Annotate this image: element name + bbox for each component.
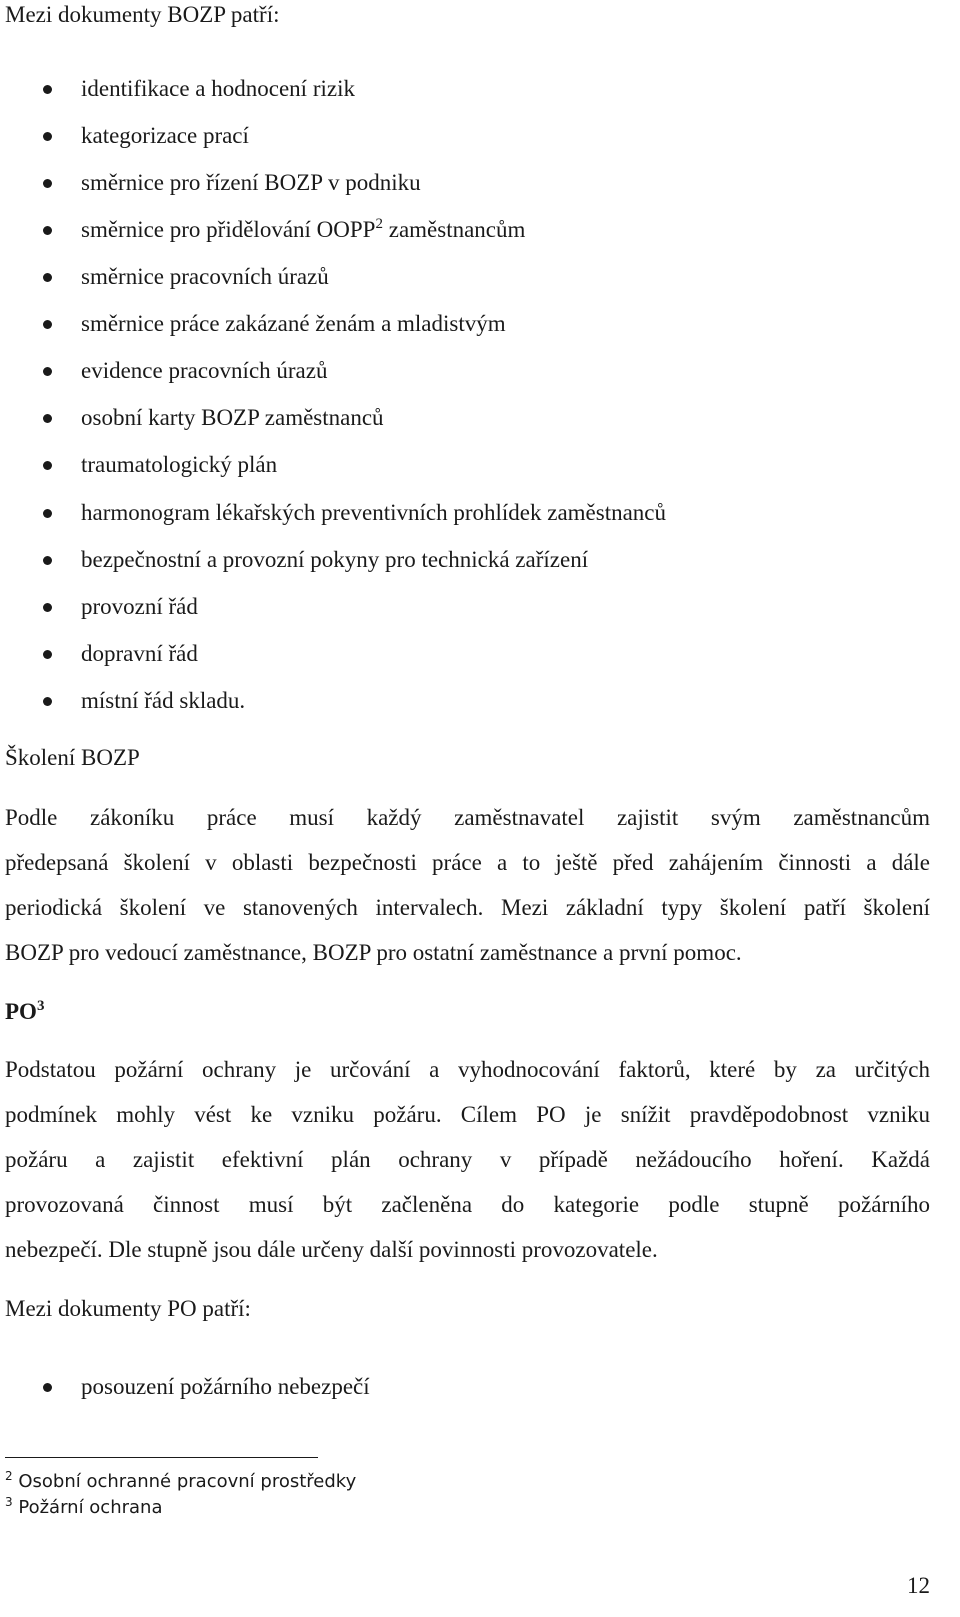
bullet-icon — [43, 367, 52, 376]
footnote-ref: 2 — [375, 216, 383, 232]
paragraph-line: podmínek mohly vést ke vzniku požáru. Cílem PO je snížit pravděpodobnost vzniku — [5, 1102, 930, 1127]
bullet-icon — [43, 509, 52, 518]
bullet-icon — [43, 603, 52, 612]
paragraph-line: Podle zákoníku práce musí každý zaměstnavatel zajistit svým zaměstnancům — [5, 805, 930, 830]
skoleni-heading: Školení BOZP — [5, 745, 140, 770]
footnote-divider — [5, 1457, 318, 1458]
paragraph-line: BOZP pro vedoucí zaměstnance, BOZP pro ostatní zaměstnance a první pomoc. — [5, 940, 742, 965]
bullet-icon — [43, 226, 52, 235]
bullet-icon — [43, 556, 52, 565]
footnote: $^2$ Osobní ochranné pracovní prostředky — [5, 1469, 357, 1492]
bullet-icon — [43, 461, 52, 470]
bullet-icon — [43, 179, 52, 188]
paragraph-line: požáru a zajistit efektivní plán ochrany v případě nežádoucího hoření. Každá — [5, 1147, 930, 1172]
bullet-icon — [43, 1383, 52, 1392]
bullet-icon — [43, 320, 52, 329]
paragraph-line: periodická školení ve stanovených intervalech. Mezi základní typy školení patří školení — [5, 895, 930, 920]
bullet-icon — [43, 132, 52, 141]
paragraph-line: Podstatou požární ochrany je určování a vyhodnocování faktorů, které by za určitých — [5, 1057, 930, 1082]
bullet-icon — [43, 697, 52, 706]
po-heading: $PO^3$ — [5, 998, 45, 1024]
po-docs-heading: Mezi dokumenty PO patří: — [5, 1296, 251, 1321]
footnote-ref: 3 — [36, 998, 45, 1014]
page-number: 12 — [907, 1573, 930, 1598]
paragraph-line: předepsaná školení v oblasti bezpečnosti práce a to ještě před zahájením činnosti a dále — [5, 850, 930, 875]
bullet-icon — [43, 414, 52, 423]
bozp-docs-heading: Mezi dokumenty BOZP patří: — [5, 2, 280, 27]
bullet-icon — [43, 650, 52, 659]
footnote: $^3$ Požární ochrana — [5, 1495, 163, 1518]
bullet-icon — [43, 273, 52, 282]
bullet-icon — [43, 85, 52, 94]
paragraph-line: provozovaná činnost musí být začleněna do kategorie podle stupně požárního — [5, 1192, 930, 1217]
paragraph-line: nebezpečí. Dle stupně jsou dále určeny další povinnosti provozovatele. — [5, 1237, 658, 1262]
